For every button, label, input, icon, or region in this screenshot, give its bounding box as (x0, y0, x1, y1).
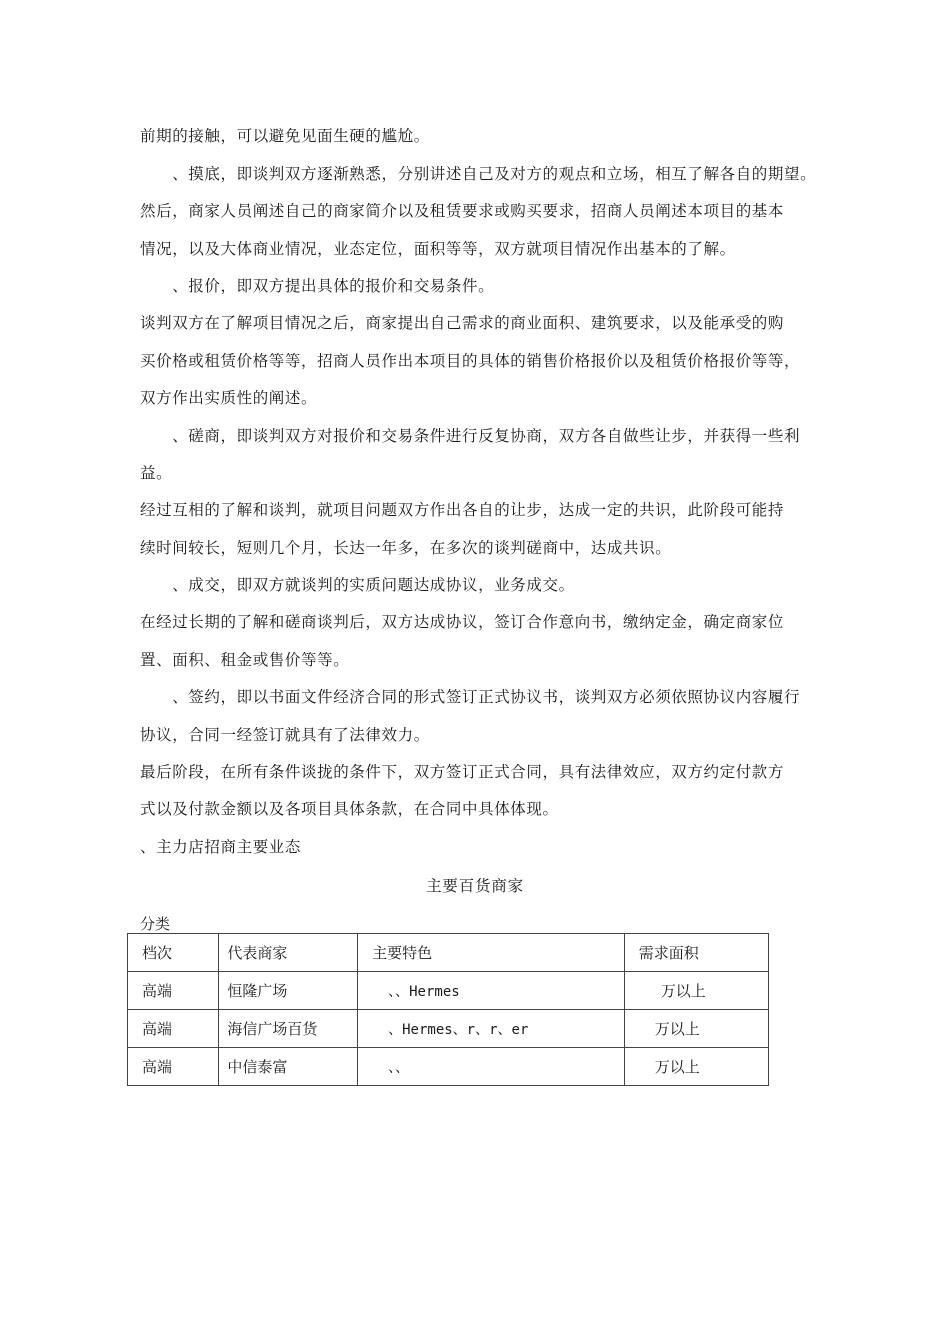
paragraph-line: 、磋商，即谈判双方对报价和交易条件进行反复协商，双方各自做些让步，并获得一些利 (140, 427, 801, 445)
paragraph-line: 、签约，即以书面文件经济合同的形式签订正式协议书，谈判双方必须依照协议内容履行 (140, 688, 801, 706)
paragraph-line: 情况，以及大体商业情况，业态定位，面积等等，双方就项目情况作出基本的了解。 (140, 240, 736, 258)
cell-area: 万以上 (624, 972, 768, 1010)
cell-merchant: 海信广场百货 (219, 1010, 358, 1048)
cell-grade: 高端 (128, 972, 219, 1010)
merchant-table (127, 933, 769, 1086)
paragraph-line: 经过互相的了解和谈判，就项目问题双方作出各自的让步，达成一定的共识，此阶段可能持 (140, 501, 785, 519)
cell-features: 、、 (358, 1048, 625, 1086)
paragraph-line: 、摸底，即谈判双方逐渐熟悉，分别讲述自己及对方的观点和立场，相互了解各自的期望。 (140, 165, 817, 183)
paragraph-line: 、成交，即双方就谈判的实质问题达成协议，业务成交。 (140, 576, 575, 594)
cell-grade: 高端 (128, 1010, 219, 1048)
table-row (128, 972, 769, 1010)
paragraph-line: 然后，商家人员阐述自己的商家简介以及租赁要求或购买要求，招商人员阐述本项目的基本 (140, 202, 785, 220)
cell-features: 、Hermes、r、r、er (358, 1010, 625, 1048)
header-cell-merchant: 代表商家 (219, 934, 358, 972)
paragraph-line: 益。 (140, 464, 173, 482)
cell-merchant: 中信泰富 (219, 1048, 358, 1086)
paragraph-line: 谈判双方在了解项目情况之后，商家提出自己需求的商业面积、建筑要求，以及能承受的购 (140, 314, 785, 332)
paragraph-line: 双方作出实质性的阐述。 (140, 389, 318, 407)
header-cell-area: 需求面积 (624, 934, 768, 972)
paragraph-line: 续时间较长，短则几个月，长达一年多，在多次的谈判磋商中，达成共识。 (140, 539, 672, 557)
paragraph-line: 、报价，即双方提出具体的报价和交易条件。 (140, 277, 495, 295)
cell-features: 、、Hermes (358, 972, 625, 1010)
table-title: 主要百货商家 (426, 877, 524, 895)
cell-grade: 高端 (128, 1048, 219, 1086)
paragraph-line: 在经过长期的了解和磋商谈判后，双方达成协议，签订合作意向书，缴纳定金，确定商家位 (140, 613, 785, 631)
paragraph-line: 买价格或租赁价格等等，招商人员作出本项目的具体的销售价格报价以及租赁价格报价等等， (140, 352, 801, 370)
paragraph-line: 前期的接触，可以避免见面生硬的尴尬。 (140, 127, 430, 145)
paragraph-line: 式以及付款金额以及各项目具体条款，在合同中具体体现。 (140, 800, 559, 818)
table-row (128, 1010, 769, 1048)
header-cell-grade: 档次 (128, 934, 219, 972)
paragraph-line: 协议，合同一经签订就具有了法律效力。 (140, 726, 430, 744)
table-row (128, 1048, 769, 1086)
table-category-label: 分类 (140, 915, 171, 933)
cell-area: 万以上 (624, 1010, 768, 1048)
cell-merchant: 恒隆广场 (219, 972, 358, 1010)
paragraph-line: 最后阶段，在所有条件谈拢的条件下，双方签订正式合同，具有法律效应，双方约定付款方 (140, 763, 785, 781)
cell-area: 万以上 (624, 1048, 768, 1086)
section-heading: 、主力店招商主要业态 (140, 838, 302, 856)
table-header-row (128, 934, 769, 972)
header-cell-features: 主要特色 (358, 934, 625, 972)
paragraph-line: 置、面积、租金或售价等等。 (140, 651, 350, 669)
